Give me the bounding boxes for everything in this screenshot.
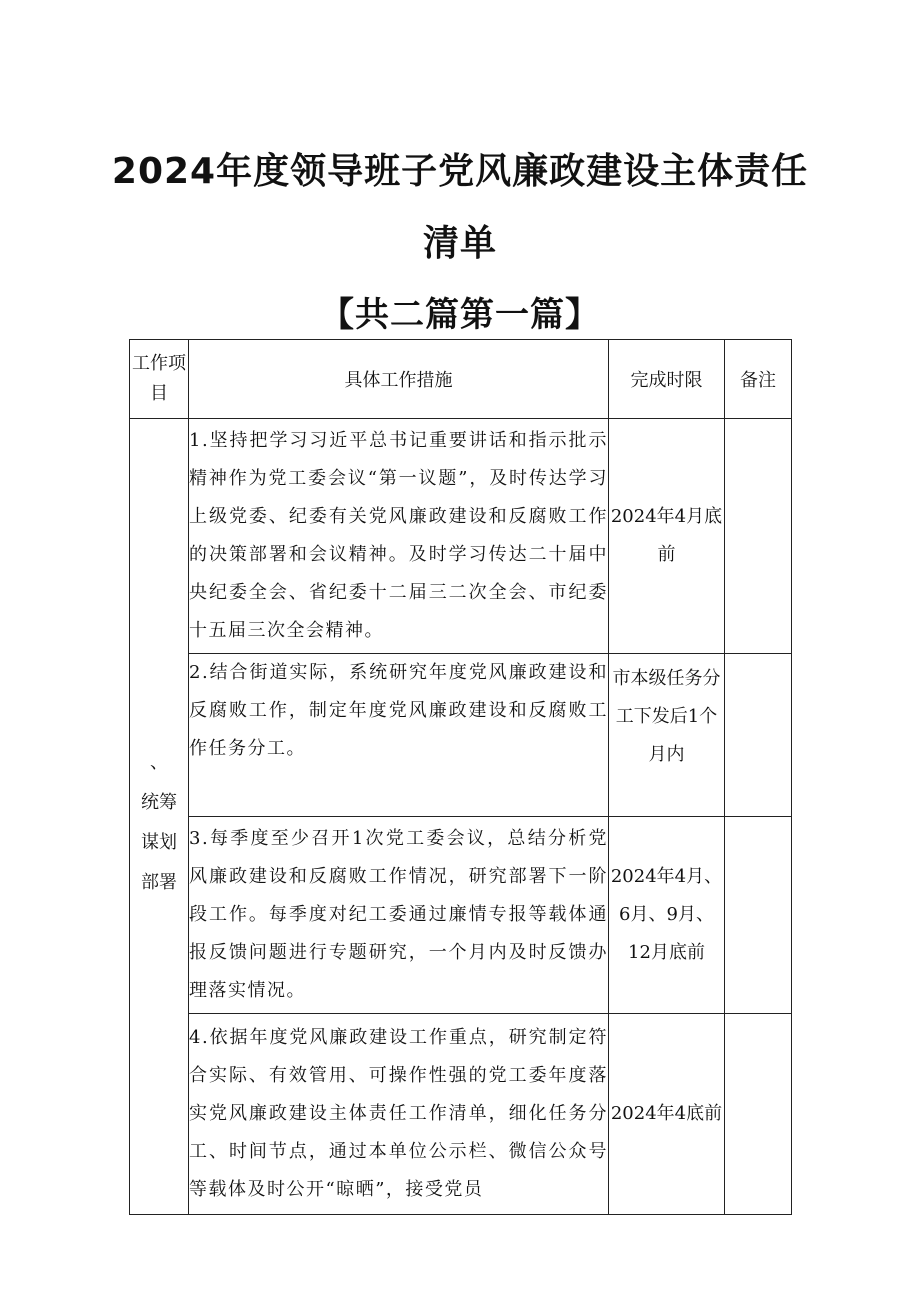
header-note: 备注 <box>725 340 792 419</box>
responsibility-table <box>129 339 792 1215</box>
work-item-name <box>130 419 189 1215</box>
header-measures: 具体工作措施 <box>189 340 609 419</box>
document-title-line-2: 清单 <box>422 223 497 264</box>
document-title-line-1: 2024年度领导班子党风廉政建设主体责任 <box>111 151 809 192</box>
note-cell <box>725 817 792 1014</box>
note-cell <box>725 1014 792 1215</box>
document-subtitle: 【共二篇第一篇】 <box>320 295 600 335</box>
deadline-cell: 2024年4底前 <box>609 1014 725 1215</box>
deadline-cell: 市本级任务分工下发后1个月内 <box>609 654 725 817</box>
work-item-name-line: 谋划 <box>141 832 177 853</box>
header-work-item: 工作项目 <box>130 340 189 419</box>
deadline-cell: 2024年4月底前 <box>609 419 725 654</box>
work-item-name-line: 统筹 <box>141 792 177 813</box>
measure-cell: 1.坚持把学习习近平总书记重要讲话和指示批示精神作为党工委会议“第一议题”，及时传达学习上级党委、纪委有关党风廉政建设和反腐败工作的决策部署和会议精神。及时学习传达二十届中央纪委全会、省纪委十二届三二次全会、市纪委十五届三次全会精神。 <box>189 419 609 654</box>
deadline-cell: 2024年4月、6月、9月、12月底前 <box>609 817 725 1014</box>
table-row <box>130 654 792 817</box>
work-item-name-line: 部署 <box>141 872 177 893</box>
table-row <box>130 817 792 1014</box>
note-cell <box>725 654 792 817</box>
work-item-name-line: 、 <box>150 752 168 773</box>
table-row <box>130 1014 792 1215</box>
table-header-row <box>130 340 792 419</box>
measure-cell: 4.依据年度党风廉政建设工作重点，研究制定符合实际、有效管用、可操作性强的党工委年度落实党风廉政建设主体责任工作清单，细化任务分工、时间节点，通过本单位公示栏、微信公众号等载体及时公开“晾晒”，接受党员 <box>189 1014 609 1215</box>
note-cell <box>725 419 792 654</box>
header-deadline: 完成时限 <box>609 340 725 419</box>
measure-cell: 2.结合街道实际，系统研究年度党风廉政建设和反腐败工作，制定年度党风廉政建设和反腐败工作任务分工。 <box>189 654 609 817</box>
table-row <box>130 419 792 654</box>
measure-cell: 3.每季度至少召开1次党工委会议，总结分析党风廉政建设和反腐败工作情况，研究部署下一阶段工作。每季度对纪工委通过廉情专报等载体通报反馈问题进行专题研究，一个月内及时反馈办理落实情况。 <box>189 817 609 1014</box>
